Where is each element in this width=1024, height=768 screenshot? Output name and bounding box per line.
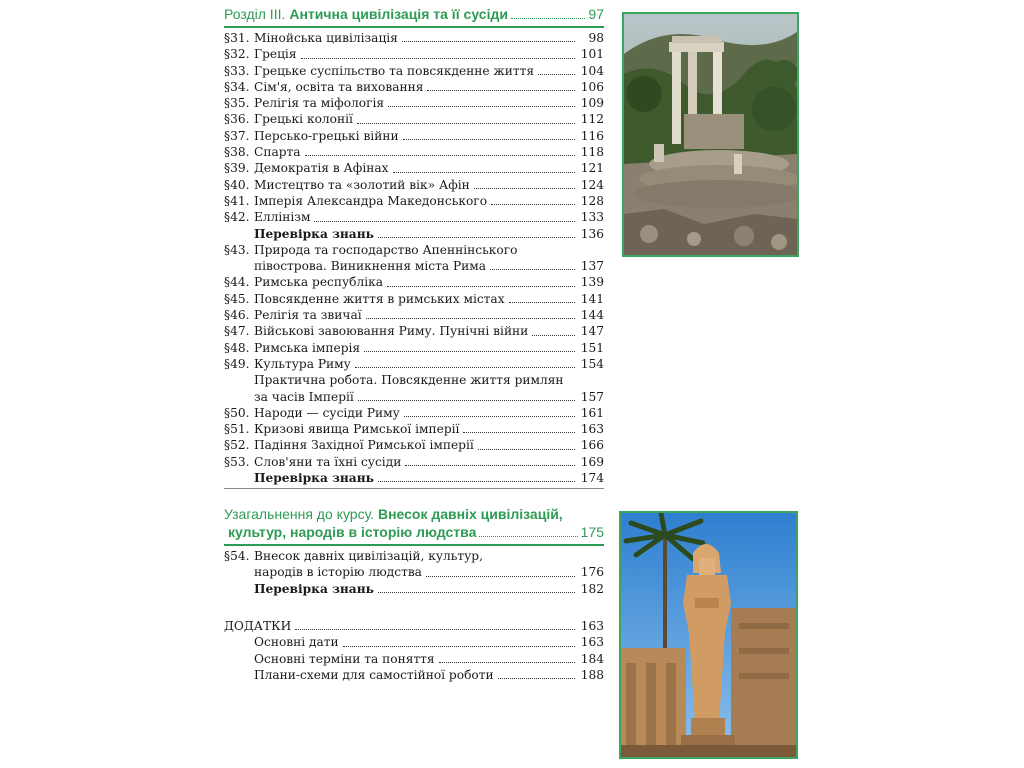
entry-number: §36. bbox=[224, 112, 250, 127]
appendix-title: ДОДАТКИ bbox=[224, 619, 292, 633]
leader-dots bbox=[314, 221, 575, 222]
leader-dots bbox=[393, 172, 576, 173]
toc-entry[interactable] bbox=[224, 177, 604, 193]
toc-entry-54-line1 bbox=[224, 548, 604, 564]
entry-text: Імперія Александра Македонського bbox=[254, 193, 488, 208]
entry-text: Культура Риму bbox=[254, 356, 351, 371]
entry-text: Мистецтво та «золотий вік» Афін bbox=[254, 177, 470, 192]
toc-entry[interactable] bbox=[224, 46, 604, 62]
leader-dots bbox=[490, 269, 575, 270]
entry-number: §50. bbox=[224, 405, 250, 420]
entry-text: Народи — сусіди Риму bbox=[254, 405, 400, 420]
entry-number: §32. bbox=[224, 47, 250, 62]
entry-page: 121 bbox=[580, 161, 604, 176]
entry-number: §53. bbox=[224, 454, 250, 469]
entry-text: Перевірка знань bbox=[254, 226, 374, 241]
entry-page: 112 bbox=[580, 112, 604, 127]
entry-text: Мінойська цивілізація bbox=[254, 31, 398, 45]
leader-dots bbox=[366, 318, 575, 319]
entry-text: Греція bbox=[254, 47, 297, 62]
toc-entry[interactable] bbox=[224, 144, 604, 160]
entry-number: §47. bbox=[224, 324, 250, 339]
entry-text-line2: народів в історію людства bbox=[254, 565, 422, 580]
toc-entry-line1 bbox=[224, 372, 604, 388]
entry-number: §40. bbox=[224, 177, 250, 192]
entry-page: 182 bbox=[580, 581, 604, 596]
entry-page: 163 bbox=[580, 422, 604, 437]
appendix-item-page: 184 bbox=[580, 651, 604, 666]
entry-number: §35. bbox=[224, 96, 250, 111]
toc-entry[interactable] bbox=[224, 356, 604, 372]
entry-number: §34. bbox=[224, 79, 250, 94]
entry-number bbox=[224, 372, 254, 388]
entry-text: Демократія в Афінах bbox=[254, 161, 389, 176]
entry-page: 141 bbox=[580, 291, 604, 306]
entry-page: 151 bbox=[580, 340, 604, 355]
leader-dots bbox=[405, 465, 575, 466]
leader-dots bbox=[378, 592, 575, 593]
entry-page: 128 bbox=[580, 193, 604, 208]
appendix-item[interactable] bbox=[224, 634, 604, 650]
entry-number: §31. bbox=[224, 31, 250, 45]
entry-page: 104 bbox=[580, 63, 604, 78]
leader-dots bbox=[474, 188, 575, 189]
leader-dots bbox=[305, 155, 575, 156]
egyptian-temple-illustration bbox=[621, 513, 796, 757]
divider bbox=[224, 488, 604, 489]
entry-page: 124 bbox=[580, 177, 604, 192]
entry-text: Сім'я, освіта та виховання bbox=[254, 79, 424, 94]
leader-dots bbox=[479, 536, 577, 537]
toc-entry[interactable] bbox=[224, 421, 604, 437]
toc-entry-54[interactable] bbox=[224, 564, 604, 580]
leader-dots bbox=[378, 237, 575, 238]
entry-text: Грецьке суспільство та повсякденне життя bbox=[254, 63, 535, 78]
leader-dots bbox=[387, 286, 575, 287]
entry-number: §38. bbox=[224, 145, 250, 160]
entry-number: §46. bbox=[224, 308, 250, 323]
leader-dots bbox=[509, 302, 575, 303]
egyptian-statue-photo bbox=[619, 511, 798, 759]
appendix-heading[interactable] bbox=[224, 618, 604, 634]
entry-number: §44. bbox=[224, 275, 250, 290]
appendix-page: 163 bbox=[580, 619, 604, 633]
entry-page: 106 bbox=[580, 79, 604, 94]
entry-text: Слов'яни та їхні сусіди bbox=[254, 454, 402, 469]
entry-text: Природа та господарство Апеннінського bbox=[254, 242, 518, 257]
entry-number: §51. bbox=[224, 422, 250, 437]
toc-entry[interactable] bbox=[224, 437, 604, 453]
entry-number: §45. bbox=[224, 291, 250, 306]
toc-entry[interactable] bbox=[224, 63, 604, 79]
entry-text: Повсякденне життя в римських містах bbox=[254, 291, 505, 306]
toc-entry[interactable] bbox=[224, 226, 604, 242]
entry-text: Внесок давніх цивілізацій, культур, bbox=[254, 549, 483, 563]
entry-text: Римська республіка bbox=[254, 275, 384, 290]
leader-dots bbox=[402, 41, 575, 42]
toc-entry[interactable] bbox=[224, 128, 604, 144]
leader-dots bbox=[357, 123, 575, 124]
entry-bold-lead: Практична робота. bbox=[254, 373, 378, 388]
entry-text: Релігія та міфологія bbox=[254, 96, 385, 111]
entry-text: Персько-грецькі війни bbox=[254, 128, 399, 143]
entry-page: 133 bbox=[580, 210, 604, 225]
toc-entry[interactable] bbox=[224, 389, 604, 405]
entry-text: Кризові явища Римської імперії bbox=[254, 422, 460, 437]
appendix-item-text: Основні терміни та поняття bbox=[254, 651, 435, 666]
leader-dots bbox=[355, 367, 575, 368]
entry-page: 161 bbox=[580, 405, 604, 420]
ancient-ruins-illustration bbox=[624, 14, 797, 255]
leader-dots bbox=[295, 629, 575, 630]
toc-entry[interactable] bbox=[224, 470, 604, 486]
entry-page: 169 bbox=[580, 454, 604, 469]
entry-number: §48. bbox=[224, 340, 250, 355]
toc-entry[interactable] bbox=[224, 340, 604, 356]
toc-entry[interactable] bbox=[224, 95, 604, 111]
leader-dots bbox=[498, 678, 575, 679]
entry-text: Еллінізм bbox=[254, 210, 311, 225]
entry-text: Спарта bbox=[254, 145, 301, 160]
toc-entry[interactable] bbox=[224, 323, 604, 339]
entry-text: Перевірка знань bbox=[254, 471, 374, 486]
appendix-item-page: 163 bbox=[580, 635, 604, 650]
entry-number: §54. bbox=[224, 549, 250, 563]
leader-dots bbox=[301, 58, 575, 59]
generalization-prefix: Узагальнення до курсу. bbox=[224, 506, 375, 522]
leader-dots bbox=[427, 90, 575, 91]
entry-text: Римська імперія bbox=[254, 340, 361, 355]
leader-dots bbox=[343, 646, 575, 647]
appendix-item-page: 188 bbox=[580, 667, 604, 682]
generalization-block bbox=[224, 506, 604, 597]
leader-dots bbox=[511, 18, 585, 19]
leader-dots bbox=[358, 400, 575, 401]
entry-number: §52. bbox=[224, 438, 250, 453]
entry-page: 136 bbox=[580, 226, 604, 241]
toc-entry[interactable] bbox=[224, 274, 604, 290]
leader-dots bbox=[388, 106, 575, 107]
toc-entry[interactable] bbox=[224, 209, 604, 225]
toc-entry-line1 bbox=[224, 242, 604, 258]
appendix-item[interactable] bbox=[224, 651, 604, 667]
toc-entry[interactable] bbox=[224, 405, 604, 421]
entry-number: §33. bbox=[224, 63, 250, 78]
toc-entry[interactable] bbox=[224, 291, 604, 307]
leader-dots bbox=[532, 335, 575, 336]
appendix-item[interactable] bbox=[224, 667, 604, 683]
appendix-block bbox=[224, 618, 604, 683]
entry-page: 137 bbox=[580, 259, 604, 274]
entry-page: 109 bbox=[580, 96, 604, 111]
entry-text: Повсякденне життя римлян bbox=[381, 373, 564, 388]
toc-entry[interactable] bbox=[224, 307, 604, 323]
appendix-item-text: Основні дати bbox=[254, 635, 339, 650]
entry-page: 118 bbox=[580, 145, 604, 160]
entry-number: §43. bbox=[224, 242, 250, 257]
entry-text-line2: півострова. Виникнення міста Рима bbox=[254, 259, 487, 274]
toc-entries bbox=[224, 30, 604, 486]
section-3-prefix: Розділ III. bbox=[224, 6, 286, 22]
leader-dots bbox=[491, 204, 575, 205]
delphi-tholos-photo bbox=[622, 12, 799, 257]
entry-number: §41. bbox=[224, 193, 250, 208]
entry-text-line2: за часів Імперії bbox=[254, 389, 354, 404]
entry-number: §42. bbox=[224, 210, 250, 225]
leader-dots bbox=[538, 74, 575, 75]
toc-entry[interactable] bbox=[224, 193, 604, 209]
toc-entry[interactable] bbox=[224, 160, 604, 176]
entry-page: 154 bbox=[580, 356, 604, 371]
entry-page: 98 bbox=[588, 31, 604, 45]
toc-entry[interactable] bbox=[224, 79, 604, 95]
toc-entry[interactable] bbox=[224, 111, 604, 127]
heading-rule bbox=[224, 26, 604, 28]
leader-dots bbox=[378, 481, 575, 482]
entry-text: Грецькі колонії bbox=[254, 112, 353, 127]
leader-dots bbox=[364, 351, 575, 352]
entry-page: 144 bbox=[580, 308, 604, 323]
toc-entry[interactable] bbox=[224, 454, 604, 470]
generalization-title-line1: Внесок давніх цивілізацій, bbox=[377, 506, 563, 522]
entry-page: 166 bbox=[580, 438, 604, 453]
section-3-title: Антична цивілізація та її сусіди bbox=[289, 6, 508, 22]
leader-dots bbox=[426, 576, 575, 577]
entry-number: §49. bbox=[224, 356, 250, 371]
appendix-item-text: Плани-схеми для самостійної роботи bbox=[254, 667, 494, 682]
entry-page: 174 bbox=[580, 471, 604, 486]
entry-text: Падіння Західної Римської імперії bbox=[254, 438, 474, 453]
entry-page: 147 bbox=[580, 324, 604, 339]
entry-page: 157 bbox=[580, 389, 604, 404]
entry-text: Військові завоювання Риму. Пунічні війни bbox=[254, 324, 529, 339]
heading-rule bbox=[224, 544, 604, 546]
generalization-page: 175 bbox=[580, 523, 604, 540]
table-of-contents bbox=[224, 6, 604, 489]
leader-dots bbox=[404, 416, 575, 417]
entry-page: 139 bbox=[580, 275, 604, 290]
entry-text: Релігія та звичаї bbox=[254, 308, 362, 323]
entry-page: 116 bbox=[580, 128, 604, 143]
entry-page: 176 bbox=[580, 565, 604, 580]
entry-number: §39. bbox=[224, 161, 250, 176]
entry-number: §37. bbox=[224, 128, 250, 143]
leader-dots bbox=[478, 449, 575, 450]
toc-entry[interactable] bbox=[224, 258, 604, 274]
generalization-heading bbox=[224, 506, 604, 541]
leader-dots bbox=[439, 662, 575, 663]
leader-dots bbox=[463, 432, 575, 433]
leader-dots bbox=[403, 139, 575, 140]
toc-entry-check[interactable] bbox=[224, 581, 604, 597]
toc-entry[interactable] bbox=[224, 30, 604, 46]
entry-page: 101 bbox=[580, 47, 604, 62]
generalization-title-line2: культур, народів в історію людства bbox=[228, 523, 477, 540]
section-3-page: 97 bbox=[588, 6, 604, 22]
entry-text: Перевірка знань bbox=[254, 581, 374, 596]
section-3-heading bbox=[224, 6, 604, 23]
